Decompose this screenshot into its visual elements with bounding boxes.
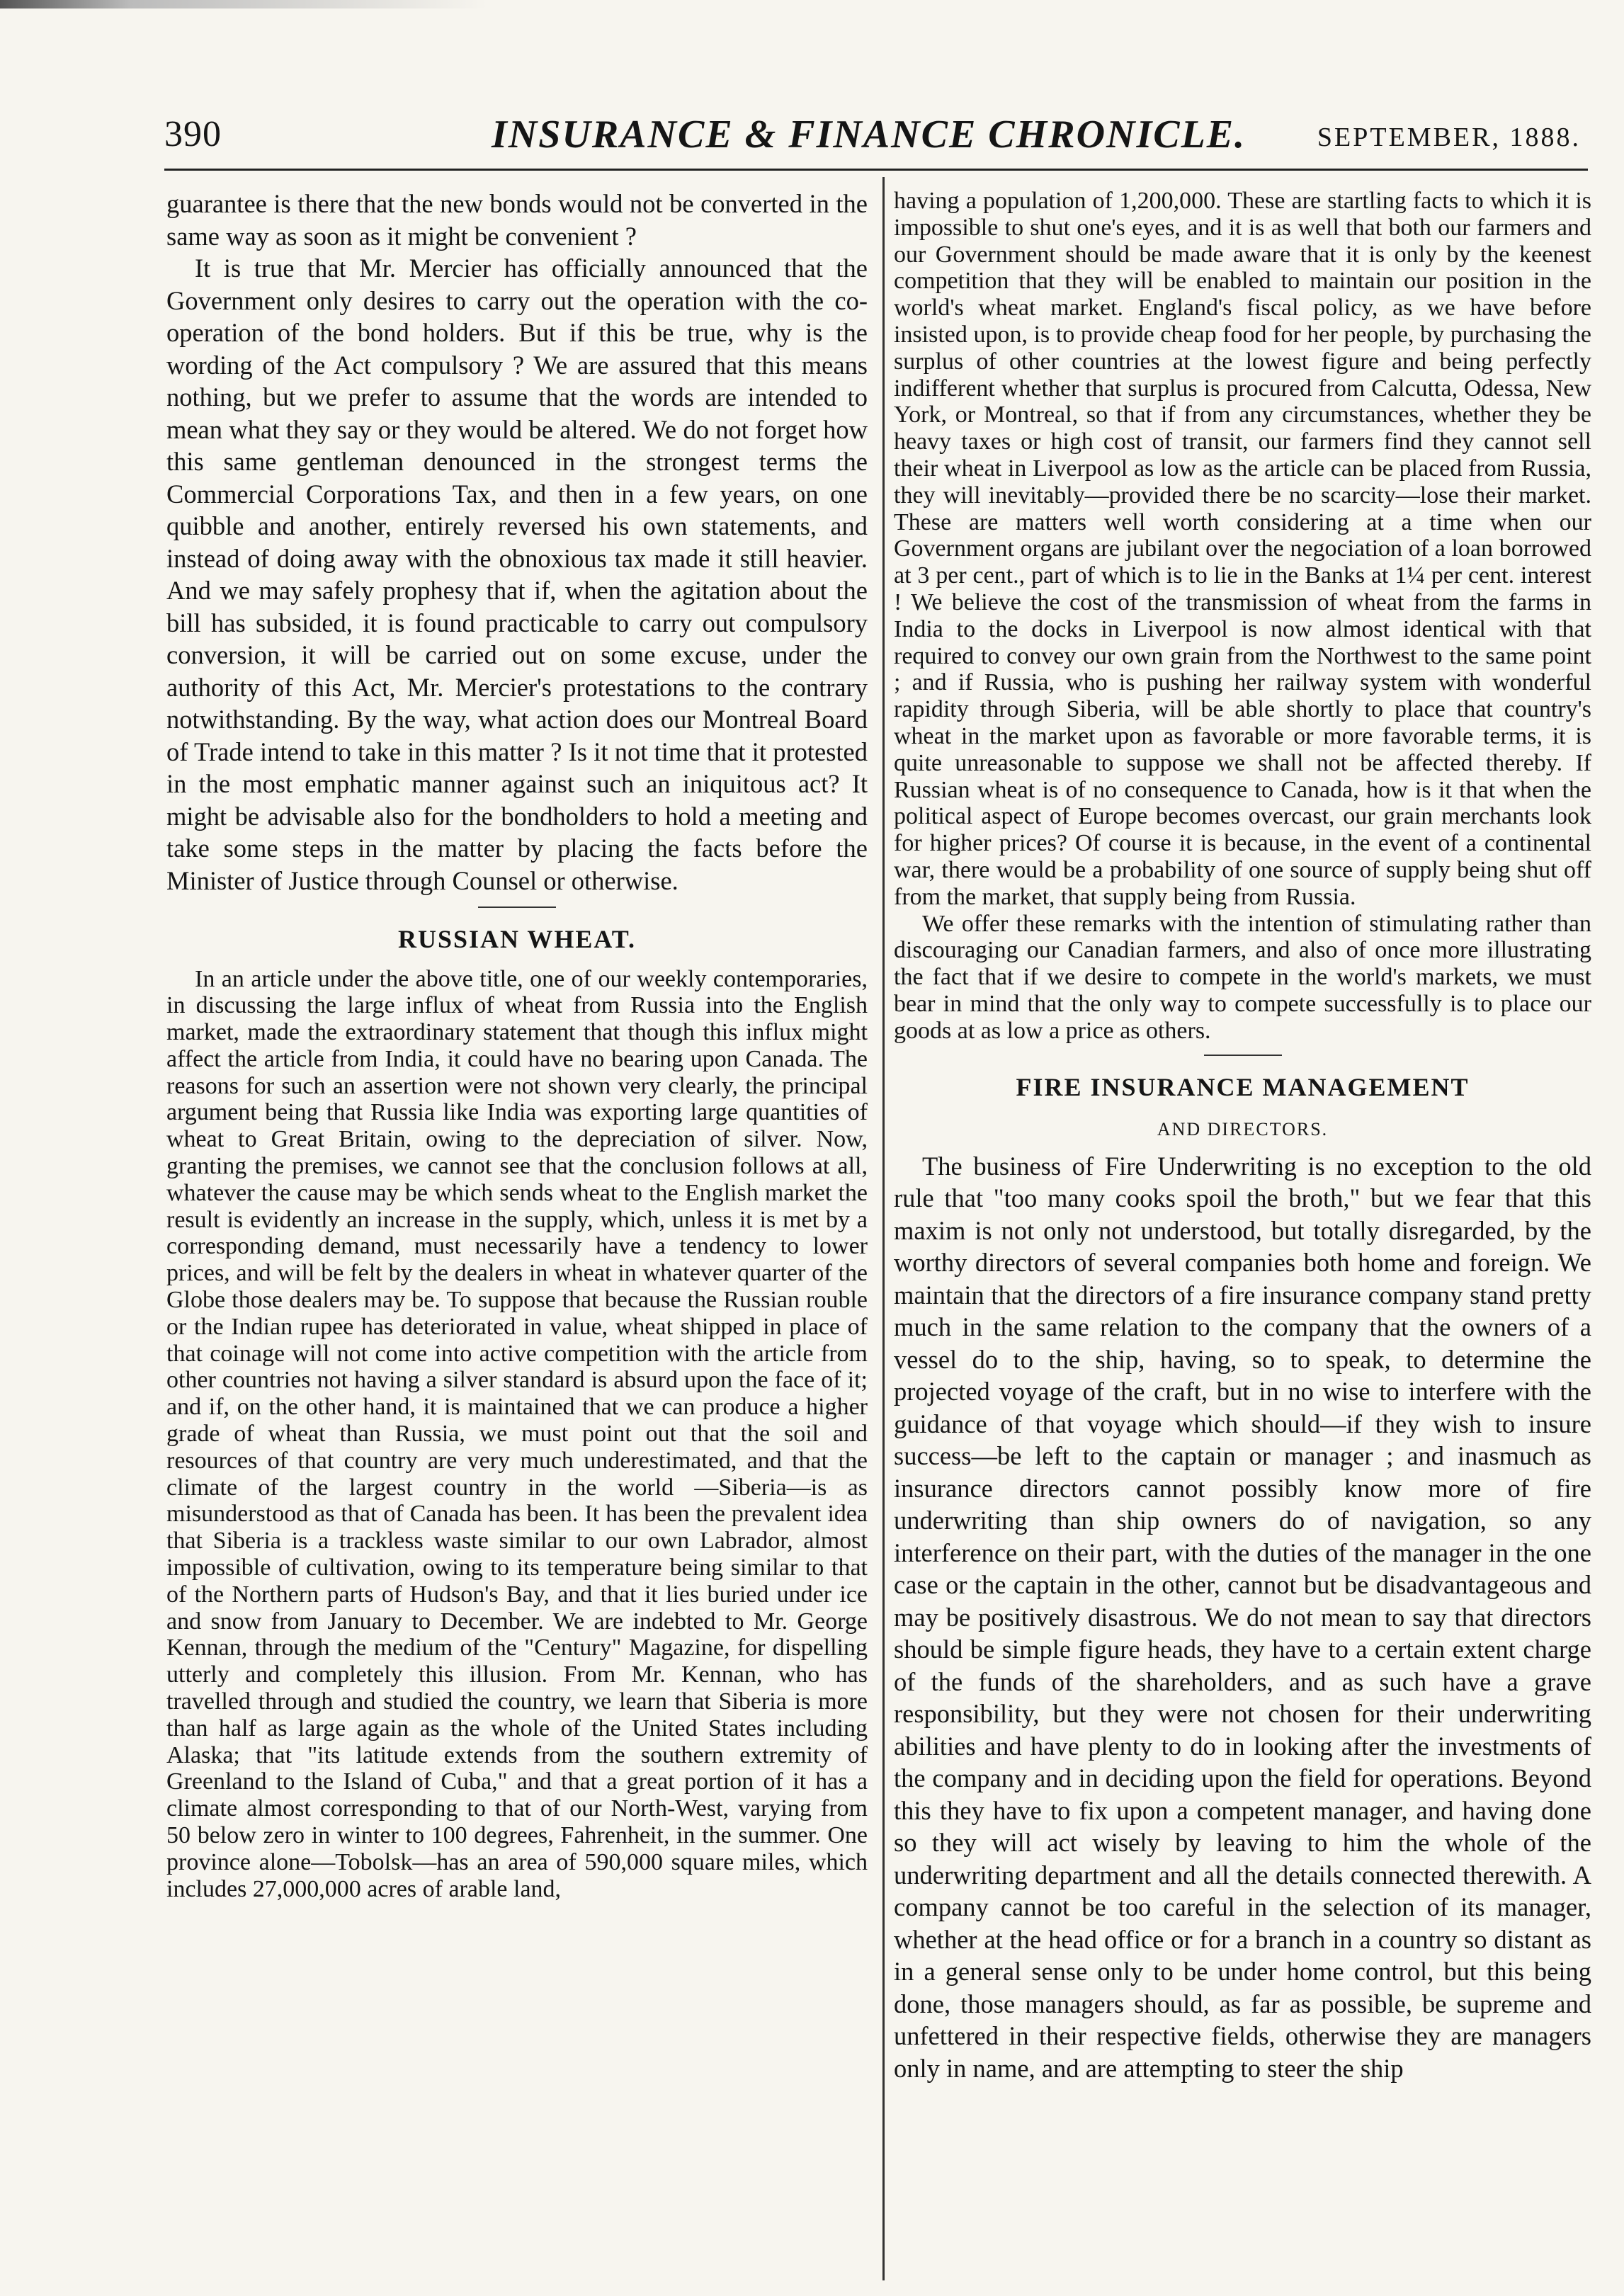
header-rule xyxy=(164,169,1588,171)
left-column xyxy=(166,188,868,1902)
subheading-directors: AND DIRECTORS. xyxy=(1157,1119,1329,1140)
column-divider xyxy=(882,177,885,2280)
paragraph-bond-conversion: guarantee is there that the new bonds would not be converted in the same way as soon as it might be convenient ? xyxy=(166,189,868,251)
paragraph-mercier-act: It is true that Mr. Mercier has officially announced that the Government only desires to carry out the operation with the co-operation of the bond holders. But if this be true, why is the wording of the Act compulsory ? We are assured that this means nothing, but we prefer to assume that the words are intended to mean what they say or they would be altered. We do not forget how this same gentleman denounced in the strongest terms the Commercial Corporations Tax, and then in a few years, on one quibble and another, entirely reversed his own statements, and instead of doing away with the obnoxious tax made it still heavier. And we may safely prophesy that if, when the agitation about the bill has subsided, it is found practicable to carry out compulsory conversion, it will be carried out on some excuse, under the authority of this Act, Mr. Mercier's protestations to the contrary notwithstanding. By the way, what action does our Montreal Board of Trade intend to take in this matter ? Is it not time that it protested in the most emphatic manner against such an iniquitous act? It might be advisable also for the bondholders to hold a meeting and take some steps in the matter by placing the facts before the Minister of Justice through Counsel or otherwise. xyxy=(166,254,868,895)
heading-fire-insurance: FIRE INSURANCE MANAGEMENT xyxy=(1016,1072,1470,1101)
section-divider xyxy=(1204,1055,1282,1056)
heading-russian-wheat: RUSSIAN WHEAT. xyxy=(397,925,637,953)
section-divider xyxy=(478,907,556,908)
paragraph-russian-wheat: In an article under the above title, one of our weekly contemporaries, in discussing the large influx of wheat from Russia into the English market, made the extraordinary statement that though this influx might affect the article from India, it could have no bearing upon Canada. The reasons for such an assertion were not shown very clearly, the principal argument being that Russia like India was exporting large quantities of wheat to Great Britain, owing to the depreciation of silver. Now, granting the premises, we cannot see that the conclusion follows at all, whatever the cause may be which sends wheat to the English market the result is evidently an increase in the supply, which, unless it is met by a corresponding demand, must necessarily have a tendency to lower prices, and will be felt by the dealers in wheat in whatever quarter of the Globe those dealers may be. To suppose that because the Russian rouble or the Indian rupee has deteriorated in value, wheat shipped in place of that coinage will not come into active competition with the article from other countries not having a silver standard is absurd upon the face of it; and if, on the other hand, it is maintained that we can produce a higher grade of wheat than Russia, we must point out that the soil and resources of that country are very much underestimated, and that the climate of the largest country in the world —Siberia—is as misunderstood as that of Canada has been. It has been the prevalent idea that Siberia is a trackless waste similar to our own Labrador, almost impossible of cultivation, owing to its temperature being similar to that of the Northern parts of Hudson's Bay, and that it lies buried under ice and snow from January to December. We are indebted to Mr. George Kennan, through the medium of the "Century" Magazine, for dispelling utterly and completely this illusion. From Mr. Kennan, who has travelled through and studied the country, we learn that Siberia is more than half as large again as the whole of the United States including Alaska; that "its latitude extends from the southern extremity of Greenland to the Island of Cuba," and that a great portion of it has a climate almost corresponding to that of our North-West, varying from 50 below zero in winter to 100 degrees, Fahrenheit, in the summer. One province alone—Tobolsk—has an area of 590,000 square miles, which includes 27,000,000 acres of arable land, xyxy=(166,965,868,1902)
paragraph-canadian-farmers: We offer these remarks with the intention of stimulating rather than discouraging our Canadian farmers, and also of once more illustrating the fact that if we desire to compete in the world's markets, we must bear in mind that the only way to compete successfully is to place our goods at as low a price as others. xyxy=(894,910,1591,1044)
issue-date: SEPTEMBER, 1888. xyxy=(1317,123,1581,152)
scan-edge-smudge xyxy=(0,0,1624,8)
page-header xyxy=(164,113,1581,163)
masthead-title: INSURANCE & FINANCE CHRONICLE. xyxy=(492,113,1247,157)
right-column xyxy=(894,188,1591,2084)
paragraph-fire-underwriting: The business of Fire Underwriting is no exception to the old rule that "too many cooks spoil the broth," but we fear that this maxim is not only not understood, but totally disregarded, by the worthy directors of several companies both home and foreign. We maintain that the directors of a fire insurance company stand pretty much in the same relation to the company that the owners of a vessel do to the ship, having, so to speak, to determine the projected voyage of the craft, but in no wise to interfere with the guidance of that voyage which should—if they wish to insure success—be left to the captain or manager ; and inasmuch as insurance directors cannot possibly know more of fire underwriting than ship owners do of navigation, so any interference on their part, with the duties of the manager in the one case or the captain in the other, cannot but be disadvantageous and may be positively disastrous. We do not mean to say that directors should be simple figure heads, they have to a certain extent charge of the funds of the shareholders, and as such have a grave responsibility, but they were not chosen for their underwriting abilities and have plenty to do in looking after the investments of the company and in deciding upon the field for operations. Beyond this they have to fix upon a competent manager, and having done so they will act wisely by leaving to him the whole of the underwriting department and all the details connected therewith. A company cannot be too careful in the selection of its manager, whether at the head office or for a branch in a country so distant as in a general sense only to be under home control, but this being done, those managers should, as far as possible, be supreme and unfettered in their respective fields, otherwise they are managers only in name, and are attempting to steer the ship xyxy=(894,1151,1591,2083)
paragraph-wheat-market: having a population of 1,200,000. These are startling facts to which it is impossible to shut one's eyes, and it is as well that both our farmers and our Government should be made aware that it is only by the keenest competition that they will be enabled to maintain our position in the world's wheat market. England's fiscal policy, as we have before insisted upon, is to provide cheap food for her people, by purchasing the surplus of other countries at the lowest figure and being perfectly indifferent whether that surplus is procured from Calcutta, Odessa, New York, or Montreal, so that if from any circumstances, whether they be heavy taxes or high cost of transit, our farmers find they cannot sell their wheat in Liverpool as low as the article can be placed from Russia, they will inevitably—provided there be no scarcity—lose their market. These are matters well worth considering at a time when our Government organs are jubilant over the negociation of a loan borrowed at 3 per cent., part of which is to lie in the Banks at 1¼ per cent. interest ! We believe the cost of the transmission of wheat from the farms in India to the docks in Liverpool is now almost identical with that required to convey our own grain from the Northwest to the same point ; and if Russia, who is pushing her railway system with wonderful rapidity through Siberia, will be able shortly to place that country's wheat in the market upon as favorable or more favorable terms, it is quite unreasonable to suppose we shall not be affected thereby. If Russian wheat is of no consequence to Canada, how is it that when the political aspect of Europe becomes overcast, our grain merchants look for higher prices? Of course it is because, in the event of a continental war, there would be a probability of one source of supply being shut off from the market, that supply being from Russia. xyxy=(894,188,1591,910)
page-number: 390 xyxy=(164,114,222,154)
